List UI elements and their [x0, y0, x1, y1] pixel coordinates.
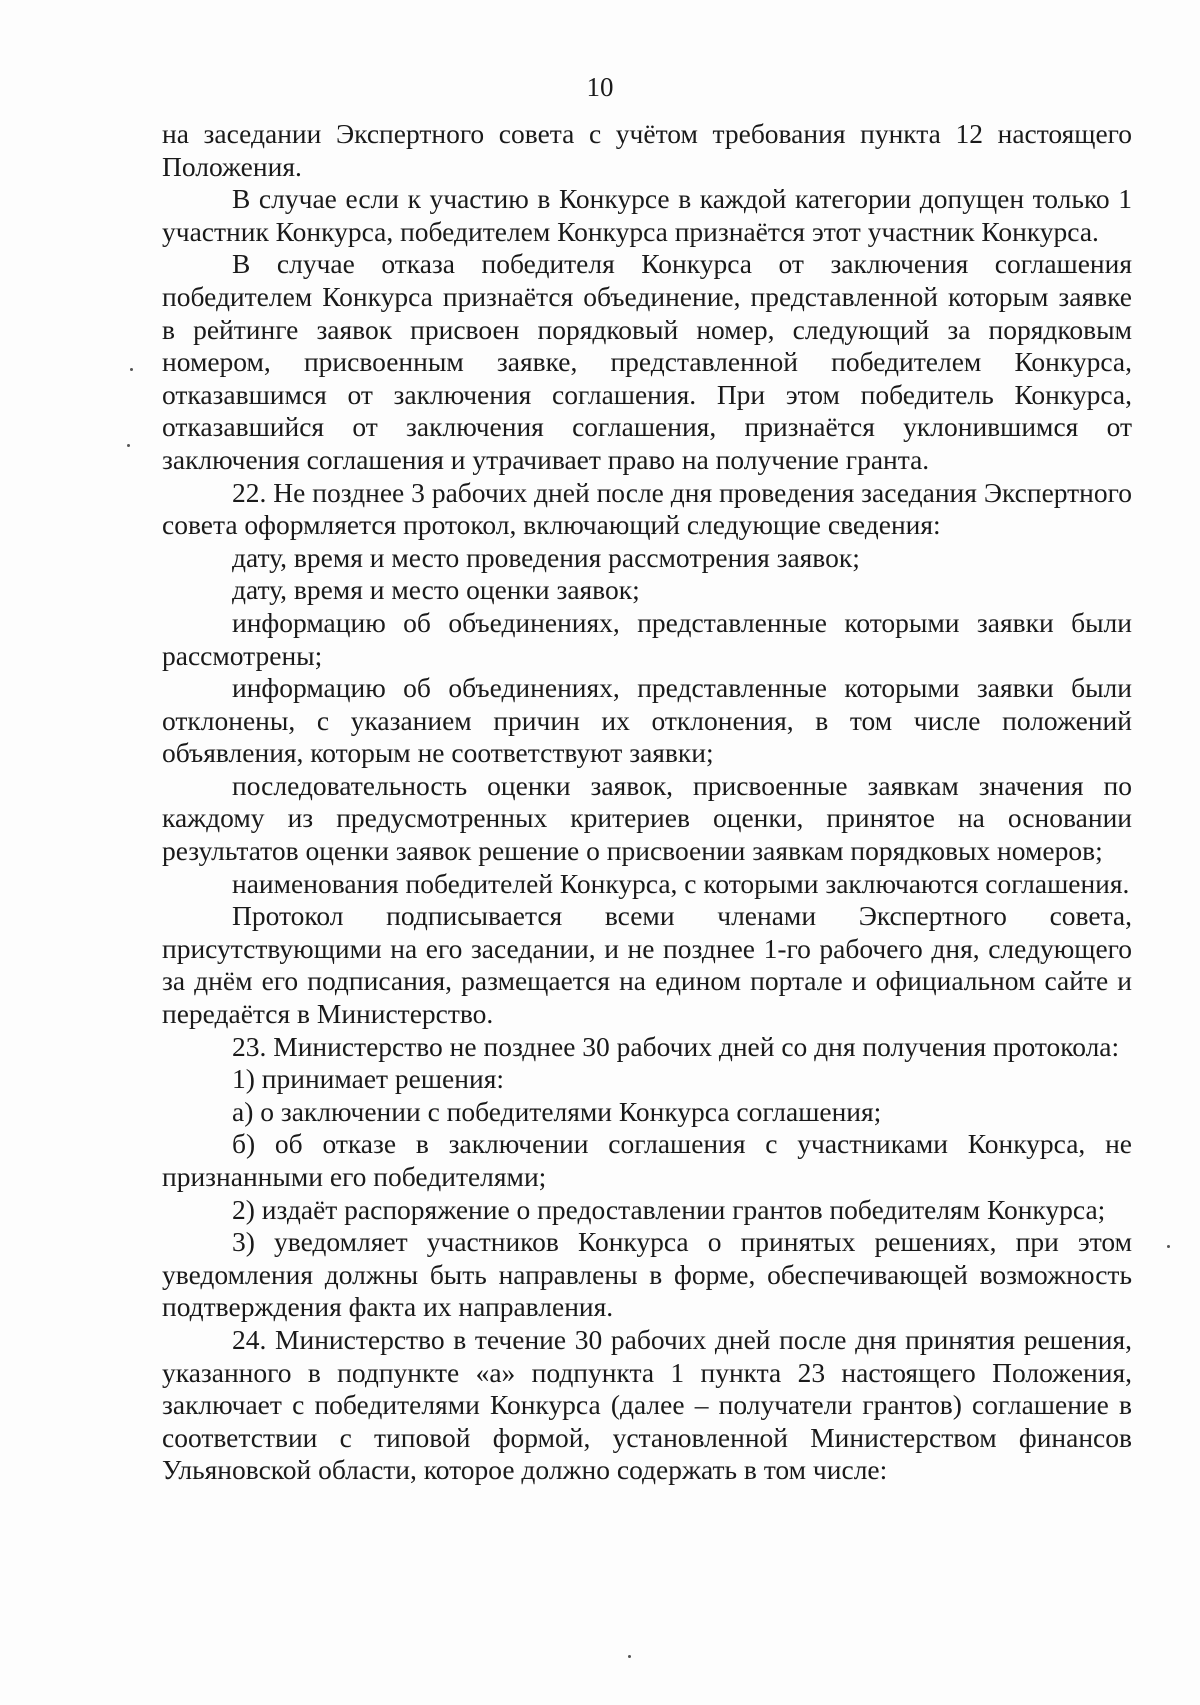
list-item-winner-names: наименования победителей Конкурса, с которыми заключаются соглашения. [232, 867, 1130, 899]
scan-speck [1167, 1245, 1170, 1248]
paragraph-item-22: 22. Не позднее 3 рабочих дней после дня проведения заседания Экспертного совета оформляется протокол, включающий следующие сведения: [162, 476, 1132, 541]
list-item-review-date: дату, время и место проведения рассмотрения заявок; [232, 541, 860, 573]
scan-speck [130, 368, 133, 371]
list-item-evaluation-sequence: последовательность оценки заявок, присвоенные заявкам значения по каждому из предусмотренных критериев оценки, принятое на основании результатов оценки заявок решение о присвоении заявкам порядковых номеров; [162, 769, 1132, 867]
paragraph-winner-refusal: В случае отказа победителя Конкурса от заключения соглашения победителем Конкурса признаётся объединение, представленной которым заявке в рейтинге заявок присвоен порядковый номер, следующий за порядковым номером, присвоенным заявке, представленной победителем Конкурса, отказавшимся от заключения соглашения. При этом победитель Конкурса, отказавшийся от заключения соглашения, признаётся уклонившимся от заключения соглашения и утрачивает право на получение гранта. [162, 248, 1132, 475]
list-item-rejected-info: информацию об объединениях, представленные которыми заявки были отклонены, с указанием причин их отклонения, в том числе положений объявления, которым не соответствуют заявки; [162, 672, 1132, 769]
paragraph-continuation: на заседании Экспертного совета с учётом требования пункта 12 настоящего Положения. [162, 118, 1132, 182]
sub-item-3: 3) уведомляет участников Конкурса о принятых решениях, при этом уведомления должны быть направлены в форме, обеспечивающей возможность подтверждения факта их направления. [162, 1226, 1132, 1323]
paragraph-single-participant: В случае если к участию в Конкурсе в каждой категории допущен только 1 участник Конкурса, победителем Конкурса признаётся этот участник Конкурса. [162, 183, 1132, 247]
paragraph-protocol-signing: Протокол подписывается всеми членами Экспертного совета, присутствующими на его заседании, и не позднее 1-го рабочего дня, следующего за днём его подписания, размещается на едином портале и официальном сайте и передаётся в Министерство. [162, 900, 1132, 1030]
list-item-evaluation-date: дату, время и место оценки заявок; [232, 574, 640, 606]
sub-item-b: б) об отказе в заключении соглашения с участниками Конкурса, не признанными его победителями; [162, 1128, 1132, 1192]
paragraph-item-24: 24. Министерство в течение 30 рабочих дней после дня принятия решения, указанного в подпункте «а» подпункта 1 пункта 23 настоящего Положения, заключает с победителями Конкурса (далее – получатели грантов) соглашение в соответствии с типовой формой, установленной Министерством финансов Ульяновской области, которое должно содержать в том числе: [162, 1323, 1132, 1486]
sub-item-1: 1) принимает решения: [232, 1063, 504, 1095]
scan-speck [628, 1655, 631, 1658]
document-body [162, 118, 1132, 1487]
scan-speck [127, 444, 130, 447]
sub-item-2: 2) издаёт распоряжение о предоставлении грантов победителям Конкурса; [232, 1193, 1106, 1225]
list-item-reviewed-info: информацию об объединениях, представленные которыми заявки были рассмотрены; [162, 606, 1132, 671]
paragraph-item-23: 23. Министерство не позднее 30 рабочих дней со дня получения протокола: [232, 1030, 1120, 1062]
sub-item-a: а) о заключении с победителями Конкурса соглашения; [232, 1095, 882, 1127]
page-number: 10 [586, 72, 614, 102]
